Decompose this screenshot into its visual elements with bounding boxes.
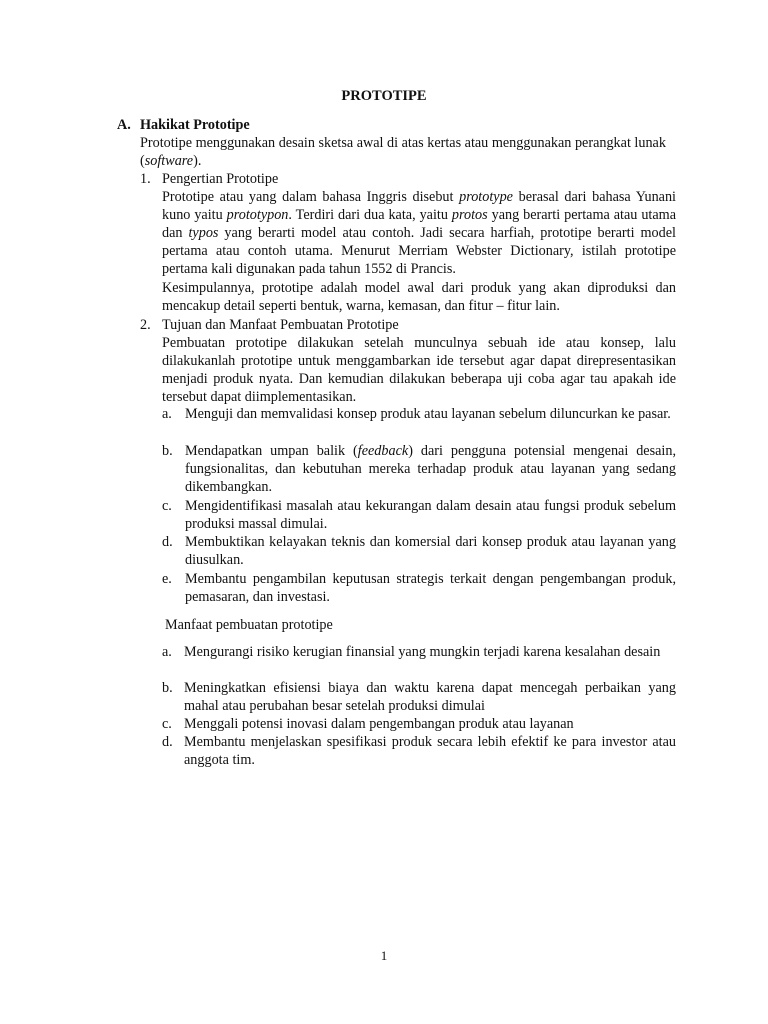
- goal-label: c.: [162, 498, 172, 514]
- goal-label: a.: [162, 406, 172, 422]
- benefit-label: d.: [162, 734, 173, 750]
- page-number: 1: [380, 948, 388, 963]
- section-a-intro: Prototipe menggunakan desain sketsa awal di atas kertas atau menggunakan perangkat lunak (software).: [140, 135, 666, 169]
- goal-text: Membantu pengambilan keputusan strategis terkait dengan pengembangan produk, pemasaran, dan investasi.: [185, 571, 676, 605]
- benefits-heading: Manfaat pembuatan prototipe: [165, 617, 333, 633]
- benefit-text: Menggali potensi inovasi dalam pengembangan produk atau layanan: [184, 716, 574, 732]
- benefit-text: Meningkatkan efisiensi biaya dan waktu karena dapat mencegah perbaikan yang mahal atau perubahan besar setelah produksi dimulai: [184, 680, 676, 714]
- goal-label: e.: [162, 571, 172, 587]
- item-1-paragraph: [162, 188, 676, 278]
- item-2-paragraph: Pembuatan prototipe dilakukan setelah munculnya sebuah ide atau konsep, lalu dilakukanlah prototipe untuk menggambarkan ide tersebut agar dapat direpresentasikan menjadi produk nyata. Dan kemudian dilakukan beberapa uji coba agar tau apakah ide tersebut dapat diimplementasikan.: [162, 335, 676, 405]
- section-a-label: A.: [117, 117, 131, 133]
- goal-text: Mendapatkan umpan balik (feedback) dari pengguna potensial mengenai desain, fungsionalitas, dan kebutuhan mereka terhadap produk atau layanan yang sedang dikembangkan.: [185, 443, 677, 495]
- goal-label: b.: [162, 443, 173, 459]
- benefit-text: Membantu menjelaskan spesifikasi produk secara lebih efektif ke para investor atau anggota tim.: [184, 734, 676, 768]
- benefit-label: a.: [162, 644, 172, 660]
- goal-label: d.: [162, 534, 173, 550]
- item-1-number: 1.: [140, 171, 151, 187]
- benefit-text: Mengurangi risiko kerugian finansial yang mungkin terjadi karena kesalahan desain: [184, 644, 661, 660]
- goal-text: Menguji dan memvalidasi konsep produk atau layanan sebelum diluncurkan ke pasar.: [185, 406, 671, 422]
- item-2-number: 2.: [140, 317, 151, 333]
- definition-paragraph: Prototipe atau yang dalam bahasa Inggris disebut prototype berasal dari bahasa Yunani kuno yaitu prototypon. Terdiri dari dua kata, yaitu protos yang berarti pertama atau utama dan typos yang berarti model atau contoh. Jadi secara harfiah, prototipe berarti model pertama atau contoh utama. Menurut Merriam Webster Dictionary, istilah prototipe pertama kali digunakan pada tahun 1552 di Prancis.: [162, 189, 676, 277]
- benefit-label: c.: [162, 716, 172, 732]
- goal-text: Membuktikan kelayakan teknis dan komersial dari konsep produk atau layanan yang diusulkan.: [185, 534, 676, 568]
- goal-text: Mengidentifikasi masalah atau kekurangan dalam desain atau fungsi produk sebelum produksi massal dimulai.: [185, 498, 676, 532]
- benefit-label: b.: [162, 680, 173, 696]
- item-1-heading: Pengertian Prototipe: [162, 171, 279, 187]
- conclusion-paragraph: Kesimpulannya, prototipe adalah model awal dari produk yang akan diproduksi dan mencakup detail seperti bentuk, warna, kemasan, dan fitur – fitur lain.: [162, 280, 676, 314]
- document-title: PROTOTIPE: [341, 88, 427, 104]
- item-2-heading: Tujuan dan Manfaat Pembuatan Prototipe: [162, 317, 399, 333]
- section-a-title: Hakikat Prototipe: [140, 117, 250, 133]
